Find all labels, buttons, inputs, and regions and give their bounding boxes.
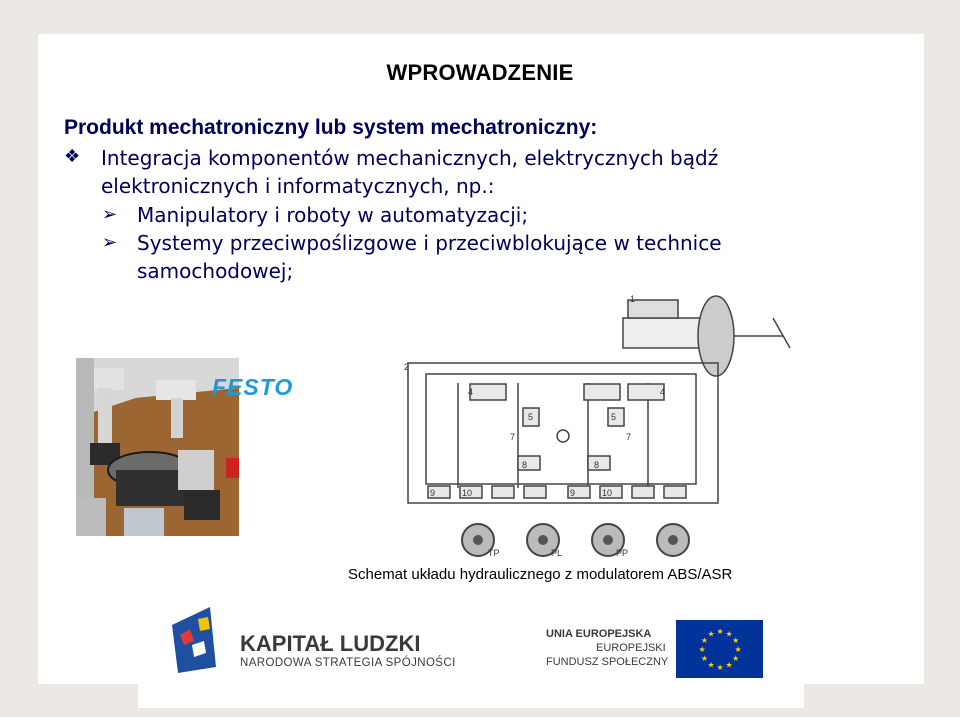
arrow-bullet-icon: ➢ [102,232,118,252]
main-bullet-line-2: elektronicznych i informatycznych, np.: [101,174,495,198]
schematic-label: 7 [626,432,632,442]
schematic-label: 9 [430,488,436,498]
schematic-label: 9 [570,488,576,498]
sub-item-2-cont: samochodowej; [137,259,294,283]
schematic-label: 7 [510,432,516,442]
schematic-label: 8 [522,460,528,470]
diamond-bullet-icon: ❖ [64,146,81,166]
eu-label-line3: FUNDUSZ SPOŁECZNY [546,656,669,668]
eu-star-icon: ★ [716,663,724,672]
schematic-label: 10 [462,488,473,498]
eu-star-icon: ★ [725,629,733,639]
eu-label-line2: EUROPEJSKI [596,642,666,654]
eu-star-icon: ★ [707,660,715,670]
wheel-label: PP [616,548,629,558]
eu-star-icon: ★ [732,636,740,645]
sub-item-1: Manipulatory i roboty w automatyzacji; [137,203,529,227]
sub-item-2: Systemy przeciwpoślizgowe i przeciwblokujące w technice [137,231,722,255]
schematic-label: 4 [468,387,474,397]
schematic-label: 1 [630,294,636,304]
eu-star-icon: ★ [732,654,740,663]
schematic-label: 10 [602,488,613,498]
schematic-label: 5 [528,412,534,422]
eu-star-icon: ★ [734,645,742,654]
schematic-label: 8 [594,460,600,470]
eu-star-icon: ★ [716,627,724,636]
main-bullet-line-1: Integracja komponentów mechanicznych, elektrycznych bądź [101,146,719,170]
slide-title: WPROWADZENIE [386,60,574,85]
hydraulic-schematic-image [398,288,798,560]
kapital-ludzki-subtitle: NARODOWA STRATEGIA SPÓJNOŚCI [240,657,456,669]
arrow-bullet-icon: ➢ [102,204,118,224]
eu-star-icon: ★ [700,636,709,645]
festo-logo: FESTO [212,374,294,400]
eu-flag-icon [676,620,763,678]
schematic-caption: Schemat układu hydraulicznego z modulatorem ABS/ASR [348,566,733,583]
slide-heading: Produkt mechatroniczny lub system mechatroniczny: [64,116,598,139]
schematic-label: 5 [611,412,617,422]
kapital-ludzki-title: KAPITAŁ LUDZKI [240,631,421,656]
eu-label-line1: UNIA EUROPEJSKA [546,628,652,640]
eu-star-icon: ★ [700,654,709,663]
wheel-label: PL [551,548,563,558]
schematic-label: 4 [660,387,666,397]
eu-star-icon: ★ [725,660,733,670]
wheel-label: TP [488,548,500,558]
eu-star-icon: ★ [698,645,706,654]
schematic-label: 2 [404,362,410,372]
eu-star-icon: ★ [707,629,715,639]
